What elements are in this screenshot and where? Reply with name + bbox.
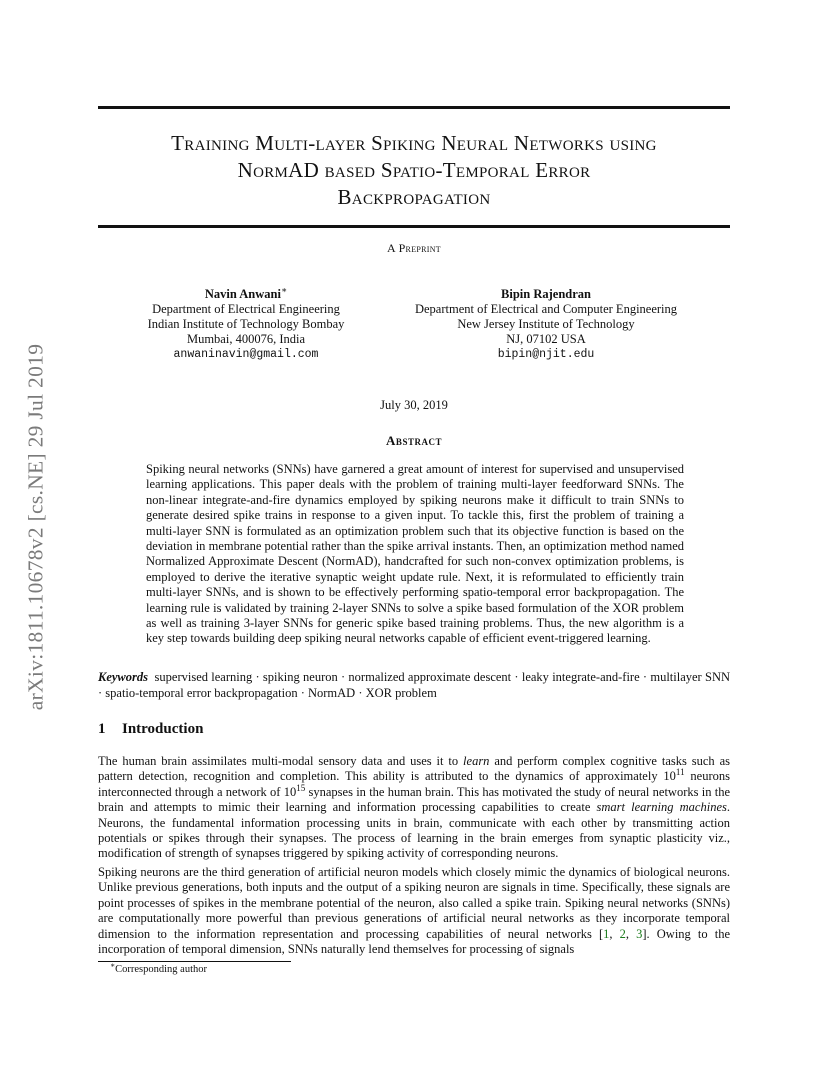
emphasis: learn — [463, 754, 490, 768]
author-department: Department of Electrical and Computer Engineering — [414, 302, 678, 316]
title-line-3: Backpropagation — [337, 185, 491, 209]
citation-link[interactable]: 2 — [619, 926, 626, 941]
arxiv-side-label: arXiv:1811.10678v2 [cs.NE] 29 Jul 2019 — [23, 343, 48, 711]
citation-bracket: [ — [598, 926, 604, 941]
keywords-label: Keywords — [98, 670, 148, 684]
citation-bracket: ] — [642, 926, 647, 941]
exponent: 15 — [296, 782, 306, 793]
author-name: Bipin Rajendran — [501, 287, 591, 301]
title-line-1: Training Multi-layer Spiking Neural Networks using — [171, 131, 657, 155]
text-run: . Neurons, the fundamental information processing units in brain, communicate with each other by transmitting action potentials or spikes through their synapses. The process of learning in the brain emerges from synaptic plasticity viz., modification of strength of synapses triggered by spiking activity of corresponding neurons. — [98, 800, 730, 861]
paper-date: July 30, 2019 — [380, 398, 448, 412]
intro-paragraph-1 — [98, 754, 730, 862]
footnote — [110, 960, 208, 975]
author-name: Navin Anwani — [204, 287, 281, 301]
title-top-rule — [98, 106, 730, 109]
author-block-1 — [128, 284, 364, 362]
author-address: Mumbai, 400076, India — [186, 332, 306, 346]
author-email[interactable]: anwaninavin@gmail.com — [173, 348, 319, 361]
exponent: 11 — [675, 767, 685, 778]
author-block-2 — [396, 287, 696, 362]
abstract-heading: Abstract — [386, 433, 442, 448]
text-run: neurons interconnected through a network of 10 — [98, 769, 731, 799]
text-run: Spiking neurons are the third generation of artificial neuron models which closely mimic the dynamics of biological neurons. Unlike previous generations, both inputs and the output of a spiking neuron are signals in time. Specifically, these signals are point processes of spikes in the membrane potential of the neuron, also called a spike train. Spiking neural networks (SNNs) are computationally more powerful than previous generations of artificial neural networks as they incorporate temporal dimension to the information representation and processing capabilities of neural networks — [98, 865, 730, 941]
citation-link[interactable]: 3 — [636, 926, 643, 941]
emphasis: smart learning machines — [596, 800, 727, 815]
text-run: The human brain assimilates multi-modal sensory data and uses it to — [98, 754, 464, 768]
section-heading-introduction — [98, 721, 203, 738]
keywords-list: supervised learning · spiking neuron · normalized approximate descent · leaky integrate-and-fire · multilayer SNN · spatio-temporal error backpropagation · NormAD · XOR problem — [98, 670, 730, 700]
preprint-label: A Preprint — [386, 241, 441, 255]
author-department: Department of Electrical Engineering — [152, 302, 340, 316]
footnote-marker: ∗ — [110, 960, 116, 970]
author-institute: New Jersey Institute of Technology — [457, 317, 635, 331]
title-line-2: NormAD based Spatio-Temporal Error — [237, 158, 591, 182]
text-run: synapses in the human brain. This has motivated the study of neural networks in the brain and attempts to mimic their learning and information processing capabilities to create — [98, 784, 730, 815]
citation-link[interactable]: 1 — [603, 926, 610, 941]
title-bottom-rule — [98, 225, 730, 228]
text-run: . Owing to the incorporation of temporal dimension, SNNs naturally lend themselves for processing of signals — [98, 926, 730, 957]
text-run: and perform complex cognitive tasks such as pattern detection, recognition and completion. This ability is attributed to the dynamics of approximately 10 — [98, 754, 730, 784]
paper-title — [98, 130, 730, 211]
abstract-text: Spiking neural networks (SNNs) have garnered a great amount of interest for supervised and unsupervised learning applications. This paper deals with the problem of training multi-layer feedforward SNNs. The non-linear integrate-and-fire dynamics employed by spiking neurons make it difficult to train SNNs to generate desired spike trains in response to a given input. To tackle this, first the problem of training a multi-layer SNN is formulated as an optimization problem such that its objective function is based on the deviation in membrane potential rather than the spike arrival instants. Then, an optimization method named Normalized Approximate Descent (NormAD), handcrafted for such non-convex optimization problems, is employed to derive the iterative synaptic weight update rule. Next, it is reformulated to efficiently train multi-layer SNNs, and is shown to be effectively performing spatio-temporal error backpropagation. The learning rule is validated by training 2-layer SNNs to solve a spike based formulation of the XOR problem as well as training 3-layer SNNs for generic spike based training problems. Thus, the new algorithm is a key step towards building deep spiking neural networks capable of efficient event-triggered learning. — [146, 462, 684, 646]
footnote-marker[interactable]: ∗ — [280, 284, 288, 295]
author-institute: Indian Institute of Technology Bombay — [147, 317, 345, 331]
footnote-rule — [98, 961, 291, 962]
intro-paragraph-2: Spiking neurons are the third generation of artificial neuron models which closely mimic the dynamics of biological neurons. Unlike previous generations, both inputs and the output of a spiking neuron are signals in time. Specifically, these signals are point processes of spikes in the membrane potential of the neuron, also called a spike train. Spiking neural networks (SNNs) are computationally more powerful than previous generations of artificial neural networks as they incorporate temporal dimension to the information representation and processing capabilities of neural networks [1, 2, 3]. Owing to the incorporation of temporal dimension, SNNs naturally lend themselves for processing of signals — [98, 865, 730, 957]
author-email[interactable]: bipin@njit.edu — [497, 348, 595, 361]
keywords — [98, 670, 730, 701]
section-title: Introduction — [122, 721, 204, 737]
section-number: 1 — [98, 721, 106, 737]
author-address: NJ, 07102 USA — [506, 332, 586, 346]
footnote-text: Corresponding author — [115, 964, 208, 975]
